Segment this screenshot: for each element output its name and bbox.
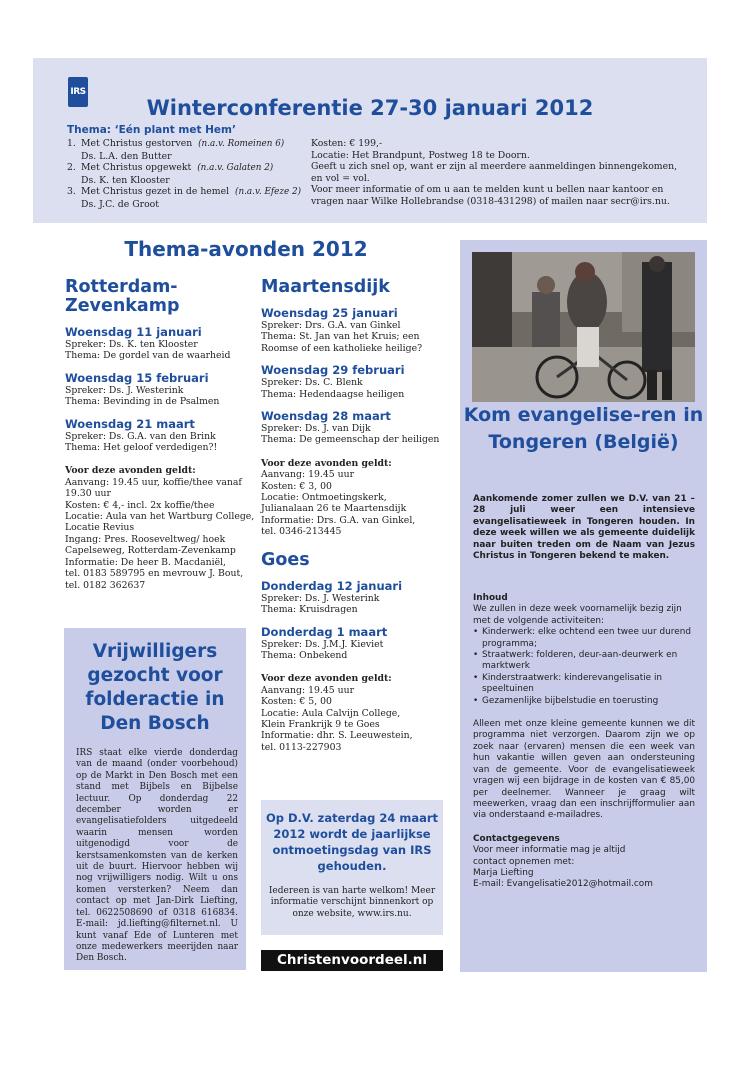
event-date: Woensdag 28 maart [261, 409, 391, 424]
evangelisatie-intro: Aankomende zomer zullen we D.V. van 21 – 28 juli weer een intensieve evangelisatieweek in Tongeren houden. In deze week willen we als gemeente duidelijk naar buiten treden om de Naam van Jezus Christus in Tongeren bekend te maken. [473, 494, 695, 562]
inhoud-text: We zullen in deze week voornamelijk bezig zijn met de volgende activiteiten: [473, 604, 682, 626]
evangelisatie-box [460, 240, 707, 972]
event-line: Spreker: Ds. K. ten Klooster [65, 339, 198, 350]
contact-email[interactable]: E-mail: Evangelisatie2012@hotmail.com [473, 879, 653, 890]
general-line: Locatie: Aula van het Wartburg College, [65, 511, 255, 523]
maartensdijk-title: Maartensdijk [261, 277, 390, 297]
activity-list [473, 627, 695, 707]
event-date: Woensdag 29 februari [261, 363, 405, 378]
general-line: Locatie: Ontmoetingskerk, [261, 492, 387, 504]
session-speaker: Ds. K. ten Klooster [81, 174, 170, 186]
general-line: tel. 0346-213445 [261, 526, 342, 538]
info-line: vragen naar Wilke Hollebrandse (0318-431298) of mailen naar secr@irs.nu. [311, 195, 670, 207]
general-line: Kosten: € 3, 00 [261, 480, 332, 492]
volunteers-body: IRS staat elke vierde donderdag van de maand (onder voorbehoud) op de Markt in Den Bosch met een stand met Bijbels en Bijbelse lectuur. Op donderdag 22 december worden er evangelisatiefolders uitgedeeld waarin mensen worden uitgenodigd voor de kerstsamenkomsten van de kerken uit de buurt. Hiervoor hebben wij nog vrijwilligers nodig. Wilt u ons komen versterken? Neem dan contact op met Jan-Dirk Liefting, tel. 0622508690 of 0318 616834. E-mail: jd.liefting@filternet.nl. U kunt vanaf Ede of Lunteren met onze medewerkers meerijden naar Den Bosch. [76, 748, 238, 964]
event-date: Donderdag 1 maart [261, 624, 388, 639]
general-line: Klein Frankrijk 9 te Goes [261, 718, 380, 730]
session-list [67, 138, 327, 211]
rotterdam-title: Rotterdam- Zevenkamp [65, 277, 180, 316]
event-line: Thema: Hedendaagse heiligen [261, 388, 405, 400]
rotterdam-column [65, 278, 255, 591]
maartensdijk-goes-column [261, 278, 461, 753]
general-line: tel. 0113-227903 [261, 741, 342, 753]
event-line: Thema: De gordel van de waarheid [65, 350, 231, 362]
general-line: Julianalaan 26 te Maartensdijk [261, 503, 407, 515]
event-line: Thema: Onbekend [261, 649, 348, 661]
ontmoetingsdag-title: Op D.V. zaterdag 24 maart 2012 wordt de jaarlijkse ontmoetingsdag van IRS gehouden. [265, 811, 439, 873]
event-line: Spreker: Ds. G.A. van den Brink [65, 430, 216, 442]
event-date: Donderdag 12 januari [261, 578, 403, 593]
event-line: Thema: Het geloof verdedigen?! [65, 442, 218, 454]
session-item: 2. Met Christus opgewekt (n.a.v. Galaten 2) [67, 162, 274, 174]
session-item: 1. Met Christus gestorven (n.a.v. Romeinen 6) [67, 138, 285, 149]
event-line: Spreker: Ds. J. Westerink [65, 384, 184, 396]
session-item: 3. Met Christus gezet in de hemel (n.a.v. Efeze 2) [67, 186, 302, 198]
event-date: Woensdag 21 maart [65, 416, 195, 431]
general-heading: Voor deze avonden geldt: [65, 465, 196, 477]
volunteers-box [64, 628, 246, 970]
irs-logo: IRS [68, 77, 88, 107]
event-line: Thema: St. Jan van het Kruis; een [261, 331, 420, 343]
event-date: Woensdag 15 februari [65, 370, 209, 385]
event-line: Spreker: Ds. J.M.J. Kieviet [261, 638, 384, 650]
general-line: tel. 0183 589795 en mevrouw J. Bout, [65, 568, 244, 580]
event-date: Woensdag 25 januari [261, 306, 398, 320]
activity-item: • Kinderstraatwerk: kinderevangelisatie in speeltuinen [473, 673, 695, 696]
activity-item: • Straatwerk: folderen, deur-aan-deurwerk en marktwerk [473, 650, 695, 673]
thema-avonden-title: Thema-avonden 2012 [124, 237, 368, 261]
contact-line: Voor meer informatie mag je altijd [473, 845, 626, 856]
conference-info [311, 138, 701, 208]
general-heading: Voor deze avonden geldt: [261, 673, 392, 685]
event-line: Spreker: Ds. J. van Dijk [261, 423, 371, 435]
website-banner[interactable]: Christenvoordeel.nl [261, 950, 443, 971]
event-date: Woensdag 11 januari [65, 325, 202, 339]
activity-item: • Gezamenlijke bijbelstudie en toerusting [473, 696, 695, 707]
evangelisatie-title-text: Kom evangelise-ren in Tongeren (België) [463, 404, 704, 453]
info-line: Locatie: Het Brandpunt, Postweg 18 te Doorn. [311, 149, 530, 161]
street-photo-image [472, 252, 695, 402]
event-line: Spreker: Drs. G.A. van Ginkel [261, 320, 401, 331]
general-line: Locatie Revius [65, 522, 135, 534]
general-line: 19.30 uur [65, 488, 111, 500]
contact-line: contact opnemen met: [473, 856, 575, 867]
event-line: Roomse of een katholieke heilige? [261, 342, 423, 354]
inhoud-heading: Inhoud [473, 593, 508, 603]
info-line: Kosten: € 199,- [311, 138, 383, 149]
conference-banner [33, 58, 707, 223]
event-line: Thema: De gemeenschap der heiligen [261, 434, 440, 446]
street-photo [472, 252, 695, 402]
general-line: Capelseweg, Rotterdam-Zevenkamp [65, 545, 236, 557]
contact-heading: Contactgegevens [473, 833, 560, 844]
general-line: Locatie: Aula Calvijn College, [261, 707, 401, 719]
evangelisatie-paragraph: Alleen met onze kleine gemeente kunnen we dit programma niet verzorgen. Daarom zijn we op zoek naar (ervaren) mensen die een week van hun vakantie willen geven aan ondersteuning van de gemeente. Voor de evangelisatieweek vragen wij een bijdrage in de kosten van € 85,00 per deelnemer. Wanneer je graag wilt meewerken, vraag dan een inschrijfformulier aan via onderstaand e-mailadres. [473, 719, 695, 821]
event-line: Spreker: Ds. J. Westerink [261, 592, 380, 604]
info-line: Voor meer informatie of om u aan te melden kunt u bellen naar kantoor en [311, 184, 664, 196]
activity-item: • Kinderwerk: elke ochtend een twee uur durend programma; [473, 627, 695, 650]
general-line: Aanvang: 19.45 uur, koffie/thee vanaf [65, 476, 242, 488]
session-speaker: Ds. L.A. den Butter [81, 150, 172, 162]
event-line: Spreker: Ds. C. Blenk [261, 377, 363, 389]
general-line: Kosten: € 5, 00 [261, 696, 332, 708]
conference-title: Winterconferentie 27-30 januari 2012 [146, 96, 594, 120]
contact-line: Marja Liefting [473, 867, 534, 878]
evangelisatie-title [460, 402, 707, 456]
evangelisatie-body [473, 593, 695, 891]
event-line: Thema: Kruisdragen [261, 604, 358, 616]
session-speaker: Ds. J.C. de Groot [81, 198, 159, 210]
conference-theme: Thema: ‘Eén plant met Hem’ [67, 124, 236, 136]
general-line: Aanvang: 19.45 uur [261, 684, 355, 696]
general-line: Ingang: Pres. Rooseveltweg/ hoek [65, 533, 226, 545]
general-line: Aanvang: 19.45 uur [261, 469, 355, 481]
info-line: en vol = vol. [311, 172, 370, 184]
info-line: Geeft u zich snel op, want er zijn al meerdere aanmeldingen binnengekomen, [311, 161, 678, 173]
general-line: Informatie: dhr. S. Leeuwestein, [261, 730, 413, 742]
event-line: Thema: Bevinding in de Psalmen [65, 396, 220, 408]
goes-title: Goes [261, 549, 310, 570]
volunteers-title: Vrijwilligers gezocht voor folderactie in Den Bosch [85, 641, 225, 734]
general-line: Informatie: Drs. G.A. van Ginkel, [261, 514, 416, 526]
general-line: Kosten: € 4,- incl. 2x koffie/thee [65, 499, 215, 511]
general-heading: Voor deze avonden geldt: [261, 457, 392, 469]
general-line: tel. 0182 362637 [65, 579, 146, 591]
ontmoetingsdag-body: Iedereen is van harte welkom! Meer informatie verschijnt binnenkort op onze website, www.irs.nu. [268, 886, 436, 919]
general-line: Informatie: De heer B. Macdaniël, [65, 556, 226, 568]
ontmoetingsdag-box [261, 800, 443, 935]
